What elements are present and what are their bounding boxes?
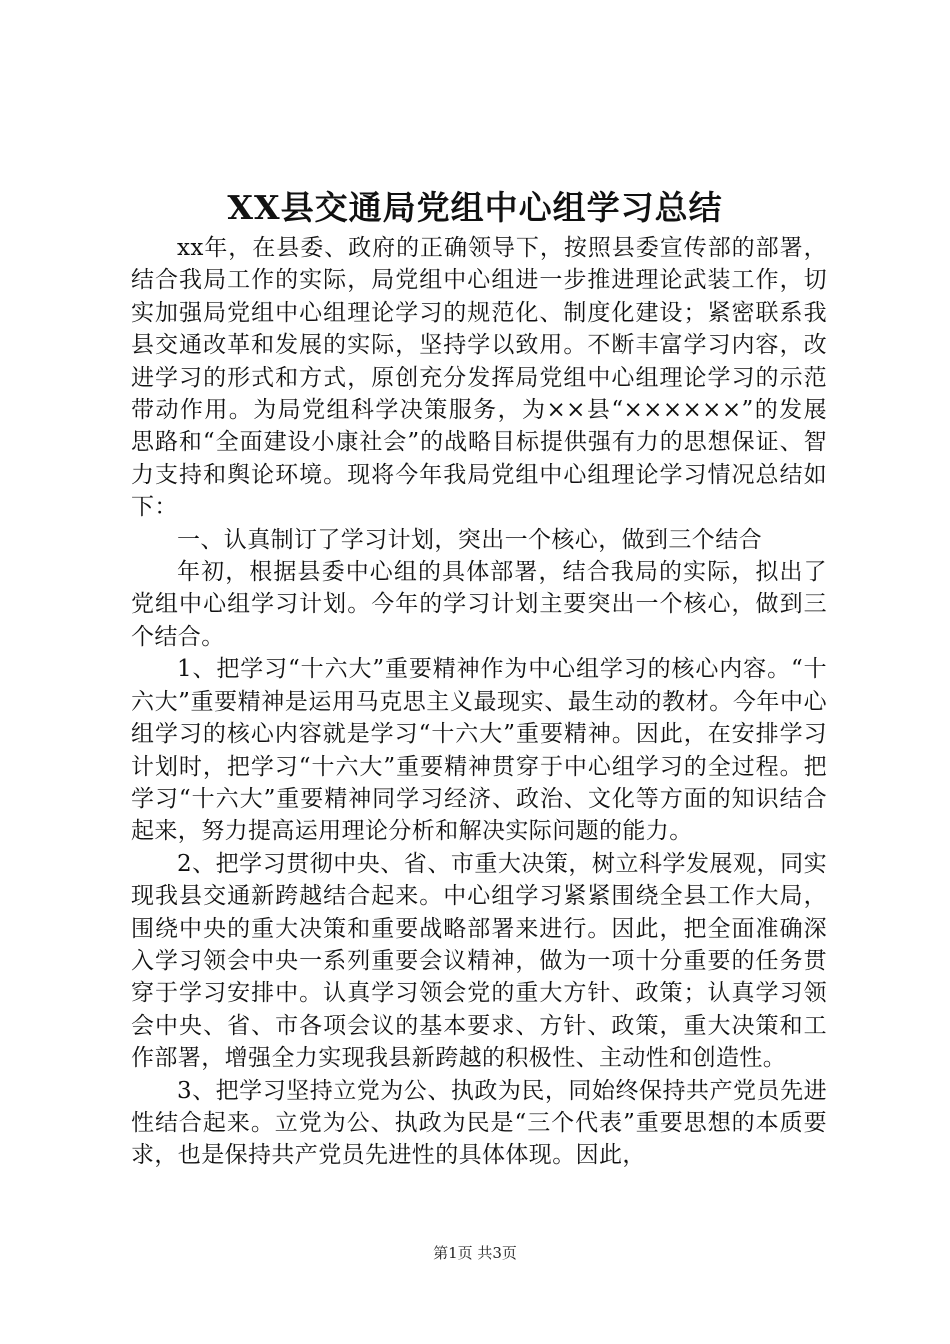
document-title: XX县交通局党组中心组学习总结	[227, 188, 723, 227]
paragraph-item-2: 2、把学习贯彻中央、省、市重大决策，树立科学发展观，同实现我县交通新跨越结合起来。中心组学习紧紧围绕全县工作大局，围绕中央的重大决策和重要战略部署来进行。因此，把全面准确深入学习领会中央一系列重要会议精神，做为一项十分重要的任务贯穿于学习安排中。认真学习领会党的重大方针、政策；认真学习领会中央、省、市各项会议的基本要求、方针、政策，重大决策和工作部署，增强全力实现我县新跨越的积极性、主动性和创造性。	[131, 850, 827, 1072]
paragraph-item-1: 1、把学习“十六大”重要精神作为中心组学习的核心内容。“十六大”重要精神是运用马克思主义最现实、最生动的教材。今年中心组学习的核心内容就是学习“十六大”重要精神。因此，在安排学习计划时，把学习“十六大”重要精神贯穿于中心组学习的全过程。把学习“十六大”重要精神同学习经济、政治、文化等方面的知识结合起来，努力提高运用理论分析和解决实际问题的能力。	[131, 656, 827, 845]
page-number-footer: 第1页 共3页	[433, 1244, 517, 1262]
section-heading-1: 一、认真制订了学习计划，突出一个核心，做到三个结合	[177, 526, 762, 553]
document-body	[131, 232, 827, 1172]
paragraph-intro: xx年，在县委、政府的正确领导下，按照县委宣传部的部署，结合我局工作的实际，局党组中心组进一步推进理论武装工作，切实加强局党组中心组理论学习的规范化、制度化建设；紧密联系我县交通改革和发展的实际，坚持学以致用。不断丰富学习内容，改进学习的形式和方式，原创充分发挥局党组中心组理论学习的示范带动作用。为局党组科学决策服务，为××县“××××××”的发展思路和“全面建设小康社会”的战略目标提供强有力的思想保证、智力支持和舆论环境。现将今年我局党组中心组理论学习情况总结如下：	[131, 235, 827, 521]
paragraph-item-3: 3、把学习坚持立党为公、执政为民，同始终保持共产党员先进性结合起来。立党为公、执政为民是“三个代表”重要思想的本质要求，也是保持共产党员先进性的具体体现。因此，	[131, 1077, 827, 1169]
paragraph-plan: 年初，根据县委中心组的具体部署，结合我局的实际，拟出了党组中心组学习计划。今年的学习计划主要突出一个核心，做到三个结合。	[131, 559, 827, 650]
